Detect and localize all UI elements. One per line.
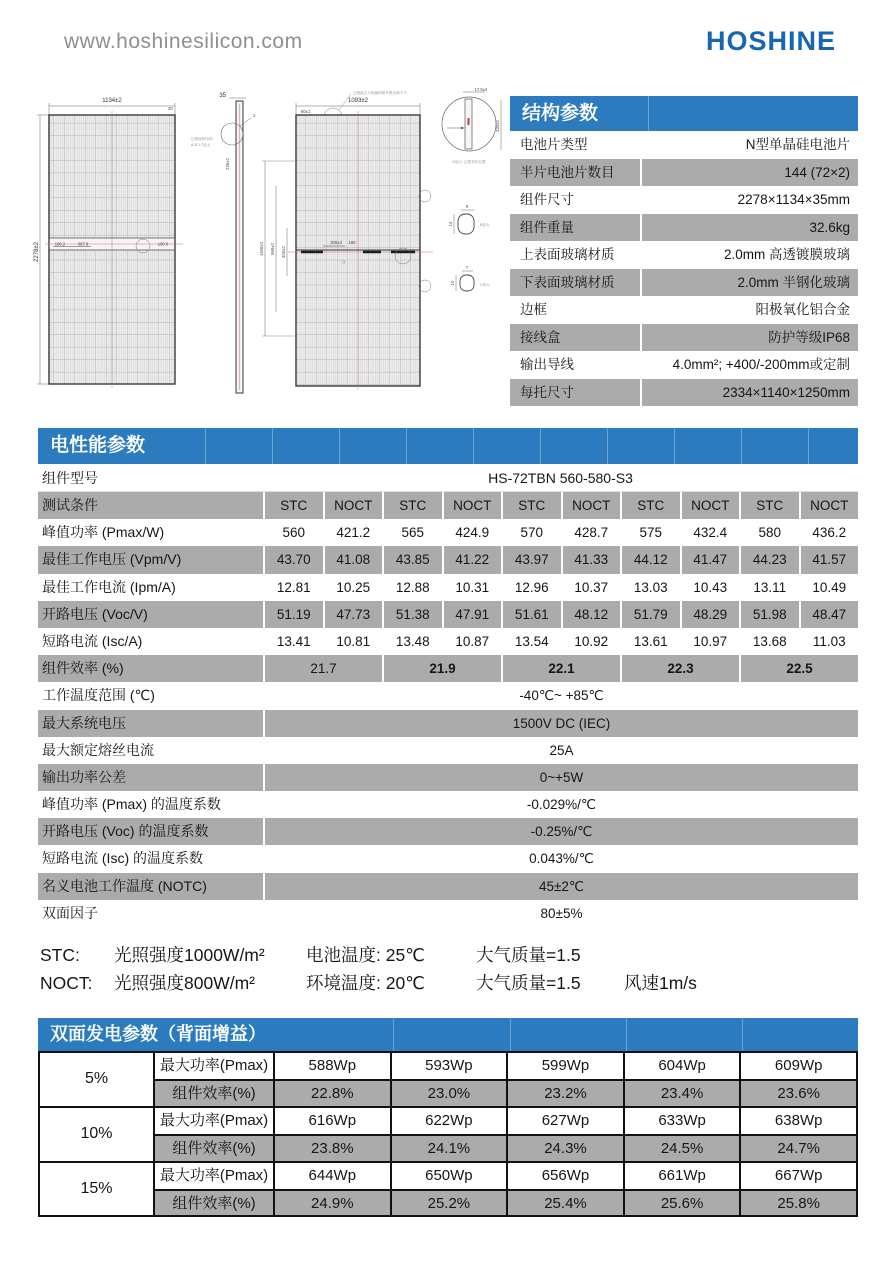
electrical-value-cell: 560	[282, 525, 306, 541]
electrical-value-cell: 10.37	[574, 579, 609, 595]
test-condition-cell: NOCT	[325, 492, 383, 519]
noct-temperature: 环境温度: 20℃	[306, 973, 425, 993]
struct-row-value: 2.0mm 高透镀膜玻璃	[723, 247, 850, 262]
bifacial-eff-value: 25.8%	[739, 1189, 856, 1215]
technical-drawings	[33, 86, 507, 422]
title-divider	[473, 428, 474, 464]
bifacial-pmax-value: 633Wp	[623, 1108, 740, 1134]
bifacial-gain-cell: 5%	[84, 1070, 109, 1087]
bifacial-pmax-value: 588Wp	[273, 1053, 390, 1079]
test-condition-label: 测试条件	[38, 492, 263, 519]
structure-table-title-bar	[510, 96, 858, 131]
bifacial-pmax-value: 650Wp	[390, 1163, 507, 1189]
bifacial-eff-value: 25.6%	[623, 1189, 740, 1215]
structure-table	[510, 96, 858, 406]
test-condition-cell: STC	[265, 492, 323, 519]
struct-row	[510, 296, 858, 324]
property-value: 25A	[549, 742, 574, 758]
title-divider	[406, 428, 407, 464]
electrical-value-cell: 41.47	[682, 546, 740, 573]
title-divider	[674, 428, 675, 464]
struct-row-value: 32.6kg	[642, 214, 858, 242]
bifacial-eff-value: 23.4%	[623, 1079, 740, 1105]
property-label: 最大额定熔丝电流	[42, 741, 154, 758]
bifacial-eff-value: 25.2%	[390, 1189, 507, 1215]
electrical-value-cell: 44.12	[622, 546, 680, 573]
noct-irradiance: 光照强度800W/m²	[114, 973, 255, 993]
noct-air-mass: 大气质量=1.5	[476, 973, 581, 993]
struct-row-label: 接线盒	[510, 324, 640, 352]
bifacial-pmax-value: 622Wp	[390, 1108, 507, 1134]
bifacial-pmax-value: 638Wp	[739, 1108, 856, 1134]
bifacial-pmax-value: 604Wp	[623, 1053, 740, 1079]
website-url: www.hoshinesilicon.com	[64, 30, 303, 53]
electrical-value-cell: 48.47	[801, 601, 859, 628]
property-row	[38, 737, 858, 764]
electrical-table	[38, 428, 858, 927]
property-label: 短路电流 (Isc) 的温度系数	[42, 850, 203, 867]
struct-row	[510, 351, 858, 379]
model-value: HS-72TBN 560-580-S3	[488, 470, 633, 486]
bifacial-table-title-bar	[38, 1018, 858, 1051]
bifacial-eff-value: 23.8%	[273, 1134, 390, 1160]
bifacial-table-title: 双面发电参数（背面增益）	[50, 1024, 266, 1044]
struct-row	[510, 186, 858, 214]
electrical-value-cell: 51.19	[265, 601, 323, 628]
struct-row-label: 边框	[520, 302, 547, 317]
electrical-value-cell: 432.4	[693, 525, 728, 541]
electrical-value-cell: 12.81	[276, 579, 311, 595]
front-band-dim-3: 196.0	[157, 241, 169, 247]
detail-c-top-dim: 7	[465, 265, 469, 270]
title-divider	[510, 1018, 511, 1051]
bifacial-eff-label: 组件效率(%)	[153, 1189, 273, 1215]
electrical-value-cell: 51.38	[384, 601, 442, 628]
model-label: 组件型号	[42, 470, 98, 486]
side-detail-marker: 1	[253, 113, 256, 118]
property-label: 名义电池工作温度 (NOTC)	[38, 873, 263, 900]
bifacial-eff-value: 24.3%	[506, 1134, 623, 1160]
property-row	[38, 873, 858, 900]
electrical-table-body	[38, 492, 858, 927]
struct-row-value: N型单晶硅电池片	[745, 137, 850, 152]
property-row	[38, 764, 858, 791]
bifacial-pmax-label: 最大功率(Pmax)	[153, 1053, 273, 1079]
noct-wind-speed: 风速1m/s	[624, 973, 697, 993]
noct-note-line	[40, 969, 697, 997]
electrical-value-cell: 47.91	[444, 601, 502, 628]
bifacial-pmax-value: 599Wp	[506, 1053, 623, 1079]
rear-top-note: 边框胶边与玻璃网格外圆边缘不平	[353, 91, 407, 95]
electrical-value-cell: 580	[758, 525, 782, 541]
test-condition-cell: STC	[741, 492, 799, 519]
title-divider	[205, 428, 206, 464]
property-value: 45±2℃	[265, 873, 858, 900]
electrical-value-cell: 43.97	[503, 546, 561, 573]
electrical-row	[38, 546, 858, 573]
electrical-row	[38, 574, 858, 601]
title-divider	[607, 428, 608, 464]
hoshine-logo: HOSHINE	[705, 26, 836, 56]
struct-row	[510, 159, 858, 187]
electrical-value-cell: 428.7	[574, 525, 609, 541]
bifacial-eff-value: 24.1%	[390, 1134, 507, 1160]
detail-b-left-dim: 14	[448, 221, 453, 227]
front-side-note-2: A-B 1:7放大	[191, 143, 211, 147]
bifacial-pmax-label: 最大功率(Pmax)	[153, 1163, 273, 1189]
electrical-value-cell: 565	[401, 525, 425, 541]
bifacial-pmax-value: 593Wp	[390, 1053, 507, 1079]
bifacial-group	[40, 1161, 856, 1216]
struct-row-value: 阳极氧化铝合金	[755, 302, 850, 317]
stc-temperature: 电池温度: 25℃	[306, 945, 425, 965]
test-condition-notes	[40, 941, 697, 997]
detail-b-caption: B放大	[480, 223, 490, 227]
struct-row-label: 每托尺寸	[510, 379, 640, 407]
electrical-value-cell: 43.85	[384, 546, 442, 573]
efficiency-value-cell: 22.5	[741, 655, 858, 682]
property-row	[38, 791, 858, 818]
property-row	[38, 682, 858, 709]
electrical-row	[38, 519, 858, 546]
stc-note-line	[40, 941, 697, 969]
title-divider	[540, 428, 541, 464]
bifacial-gain-cell: 15%	[80, 1179, 113, 1197]
bifacial-eff-value: 25.4%	[506, 1189, 623, 1215]
struct-row-label: 组件重量	[510, 214, 640, 242]
bifacial-pmax-value: 616Wp	[273, 1108, 390, 1134]
test-condition-cell: STC	[503, 492, 561, 519]
detail-a-caption: A放大: 边框导线位置	[452, 160, 486, 164]
bifacial-eff-value: 24.7%	[739, 1134, 856, 1160]
struct-row-value: 2.0mm 半钢化玻璃	[642, 269, 858, 297]
front-band-dim-1: 196.2	[54, 241, 66, 247]
property-label: 输出功率公差	[38, 764, 263, 791]
property-label: 开路电压 (Voc) 的温度系数	[38, 818, 263, 845]
struct-row-label: 输出导线	[520, 357, 574, 372]
electrical-row	[38, 628, 858, 655]
property-row	[38, 845, 858, 872]
bifacial-eff-value: 23.0%	[390, 1079, 507, 1105]
electrical-value-cell: 41.22	[444, 546, 502, 573]
technical-drawings-svg	[33, 86, 507, 422]
bifacial-pmax-value: 627Wp	[506, 1108, 623, 1134]
detail-b	[448, 204, 490, 234]
bifacial-eff-value: 24.5%	[623, 1134, 740, 1160]
test-condition-row	[38, 492, 858, 519]
property-row	[38, 818, 858, 845]
stc-label: STC:	[40, 945, 80, 965]
front-side-note-1: 边框涂胶结构	[191, 137, 213, 141]
efficiency-value-cell: 22.3	[622, 655, 739, 682]
electrical-value-cell: 43.70	[265, 546, 323, 573]
electrical-value-cell: 12.88	[395, 579, 430, 595]
struct-row-value: 144 (72×2)	[642, 159, 858, 187]
electrical-value-cell: 424.9	[455, 525, 490, 541]
electrical-value-cell: 48.29	[682, 601, 740, 628]
bifacial-eff-value: 22.8%	[273, 1079, 390, 1105]
side-thickness-dim: 35	[219, 93, 226, 99]
electrical-value-cell: 13.61	[633, 633, 668, 649]
bifacial-eff-label: 组件效率(%)	[153, 1134, 273, 1160]
title-divider	[742, 1018, 743, 1051]
property-value: -0.029%/℃	[526, 797, 597, 813]
property-label: 工作温度范围 (℃)	[42, 687, 155, 704]
title-divider	[741, 428, 742, 464]
title-divider	[808, 428, 809, 464]
test-condition-cell: STC	[384, 492, 442, 519]
electrical-value-cell: 51.79	[622, 601, 680, 628]
bifacial-table-body	[38, 1051, 858, 1217]
electrical-table-title-bar	[38, 428, 858, 464]
bifacial-pmax-value: 609Wp	[739, 1053, 856, 1079]
electrical-value-cell: 10.31	[455, 579, 490, 595]
struct-row-value: 2334×1140×1250mm	[642, 379, 858, 407]
struct-row	[510, 241, 858, 269]
title-divider	[272, 428, 273, 464]
electrical-value-cell: 41.33	[563, 546, 621, 573]
bifacial-pmax-value: 661Wp	[623, 1163, 740, 1189]
electrical-value-cell: 11.03	[812, 633, 846, 649]
structure-table-title: 结构参数	[522, 103, 599, 124]
bifacial-eff-label: 组件效率(%)	[153, 1079, 273, 1105]
electrical-value-cell: 13.48	[395, 633, 430, 649]
struct-row	[510, 324, 858, 352]
bifacial-pmax-value: 644Wp	[273, 1163, 390, 1189]
bifacial-pmax-value: 667Wp	[739, 1163, 856, 1189]
struct-row-label: 组件尺寸	[520, 192, 574, 207]
electrical-value-cell: 51.98	[741, 601, 799, 628]
electrical-row-label: 最佳工作电流 (Ipm/A)	[42, 578, 176, 595]
bifacial-pmax-label: 最大功率(Pmax)	[153, 1108, 273, 1134]
struct-row	[510, 269, 858, 297]
electrical-value-cell: 10.92	[574, 633, 609, 649]
front-band-dim-2: 367.8	[77, 241, 89, 247]
electrical-row-label: 开路电压 (Voc/V)	[38, 601, 263, 628]
bifacial-eff-value: 24.9%	[273, 1189, 390, 1215]
property-row	[38, 900, 858, 927]
front-view	[34, 98, 213, 388]
electrical-value-cell: 41.08	[325, 546, 383, 573]
electrical-value-cell: 13.68	[752, 633, 787, 649]
stc-irradiance: 光照强度1000W/m²	[114, 945, 265, 965]
electrical-value-cell: 436.2	[812, 525, 847, 541]
electrical-value-cell: 570	[520, 525, 544, 541]
struct-row-label: 半片电池片数目	[510, 159, 640, 187]
struct-row-label: 上表面玻璃材质	[520, 247, 615, 262]
bifacial-table	[38, 1018, 858, 1217]
front-width-dim: 1134±2	[102, 98, 122, 104]
stc-extra	[624, 941, 697, 969]
front-height-dim: 2278±2	[34, 242, 40, 262]
rear-band-dim-2: 160	[348, 240, 356, 245]
electrical-value-cell: 48.12	[563, 601, 621, 628]
title-divider	[339, 428, 340, 464]
rear-vdim-1: 1400±2	[259, 242, 264, 256]
property-value: -40℃~ +85℃	[519, 688, 604, 704]
stc-air-mass: 大气质量=1.5	[476, 945, 581, 965]
electrical-value-cell: 10.49	[812, 579, 847, 595]
electrical-value-cell: 10.87	[455, 633, 490, 649]
detail-c-caption: C放大	[480, 283, 490, 287]
electrical-value-cell: 51.61	[503, 601, 561, 628]
efficiency-row	[38, 655, 858, 682]
electrical-value-cell: 44.23	[741, 546, 799, 573]
struct-row-label: 电池片类型	[520, 137, 588, 152]
property-label: 双面因子	[42, 904, 98, 921]
bifacial-group	[40, 1106, 856, 1161]
test-condition-cell: NOCT	[444, 492, 502, 519]
property-label: 最大系统电压	[38, 710, 263, 737]
rear-width-dim: 1093±2	[348, 98, 368, 104]
test-condition-cell: NOCT	[563, 492, 621, 519]
rear-vdim-3: 400±2	[281, 246, 286, 258]
efficiency-value-cell: 22.1	[503, 655, 620, 682]
electrical-value-cell: 421.2	[336, 525, 371, 541]
struct-row	[510, 379, 858, 407]
electrical-table-title: 电性能参数	[50, 435, 146, 456]
test-condition-cell: STC	[622, 492, 680, 519]
rear-corner-dim: 60±1	[301, 109, 311, 114]
property-value: 0.043%/℃	[529, 851, 594, 867]
struct-row-label: 下表面玻璃材质	[510, 269, 640, 297]
struct-row	[510, 214, 858, 242]
electrical-value-cell: 41.57	[801, 546, 859, 573]
electrical-value-cell: 10.25	[336, 579, 371, 595]
property-value: 1500V DC (IEC)	[265, 710, 858, 737]
struct-row-value: 防护等级IP68	[642, 324, 858, 352]
detail-a	[442, 87, 501, 164]
rear-band-vdim: 12	[342, 260, 346, 264]
side-height-dim: 230±2	[225, 158, 230, 170]
module-model-row	[38, 464, 858, 492]
bifacial-gain-cell: 10%	[80, 1124, 113, 1142]
detail-b-top-dim: 9	[465, 204, 469, 209]
electrical-value-cell: 575	[639, 525, 663, 541]
struct-row	[510, 131, 858, 159]
electrical-row-label: 峰值功率 (Pmax/W)	[42, 524, 165, 541]
electrical-row	[38, 601, 858, 628]
noct-label: NOCT:	[40, 973, 93, 993]
rear-band-dim-1: 300±3	[330, 240, 342, 245]
property-value: -0.25%/℃	[265, 818, 858, 845]
struct-row-value: 2278×1134×35mm	[737, 192, 850, 207]
property-row	[38, 710, 858, 737]
electrical-value-cell: 13.03	[633, 579, 668, 595]
efficiency-value-cell: 21.7	[265, 655, 382, 682]
electrical-value-cell: 10.43	[693, 579, 728, 595]
test-condition-cell: NOCT	[801, 492, 859, 519]
electrical-row-label: 短路电流 (Isc/A)	[42, 632, 143, 649]
bifacial-pmax-value: 656Wp	[506, 1163, 623, 1189]
test-condition-cell: NOCT	[682, 492, 740, 519]
detail-a-right-dim: 230±2	[495, 120, 500, 132]
bifacial-group	[40, 1053, 856, 1106]
electrical-value-cell: 13.54	[514, 633, 549, 649]
title-divider	[648, 96, 649, 131]
property-value: 80±5%	[540, 905, 583, 921]
front-corner-dim: 20	[168, 106, 173, 111]
side-view	[219, 93, 256, 393]
property-value: 0~+5W	[265, 764, 858, 791]
bifacial-eff-value: 23.2%	[506, 1079, 623, 1105]
detail-c-left-dim: 10	[450, 280, 455, 286]
title-divider	[393, 1018, 394, 1051]
electrical-value-cell: 47.73	[325, 601, 383, 628]
detail-c	[450, 265, 490, 291]
rear-view	[259, 90, 433, 390]
struct-row-value: 4.0mm²; +400/-200mm或定制	[672, 357, 850, 372]
efficiency-value-cell: 21.9	[384, 655, 501, 682]
electrical-value-cell: 10.97	[693, 633, 728, 649]
structure-table-body	[510, 131, 858, 406]
efficiency-label: 组件效率 (%)	[38, 655, 263, 682]
electrical-value-cell: 13.11	[753, 579, 787, 595]
electrical-value-cell: 13.41	[276, 633, 311, 649]
title-divider	[626, 1018, 627, 1051]
bifacial-eff-value: 23.6%	[739, 1079, 856, 1105]
detail-a-top-dim: 17.5±2	[474, 87, 488, 92]
property-label: 峰值功率 (Pmax) 的温度系数	[42, 796, 221, 813]
rear-vdim-2: 990±2	[270, 243, 275, 255]
electrical-value-cell: 12.96	[514, 579, 549, 595]
electrical-value-cell: 10.81	[336, 633, 371, 649]
electrical-row-label: 最佳工作电压 (Vpm/V)	[38, 546, 263, 573]
